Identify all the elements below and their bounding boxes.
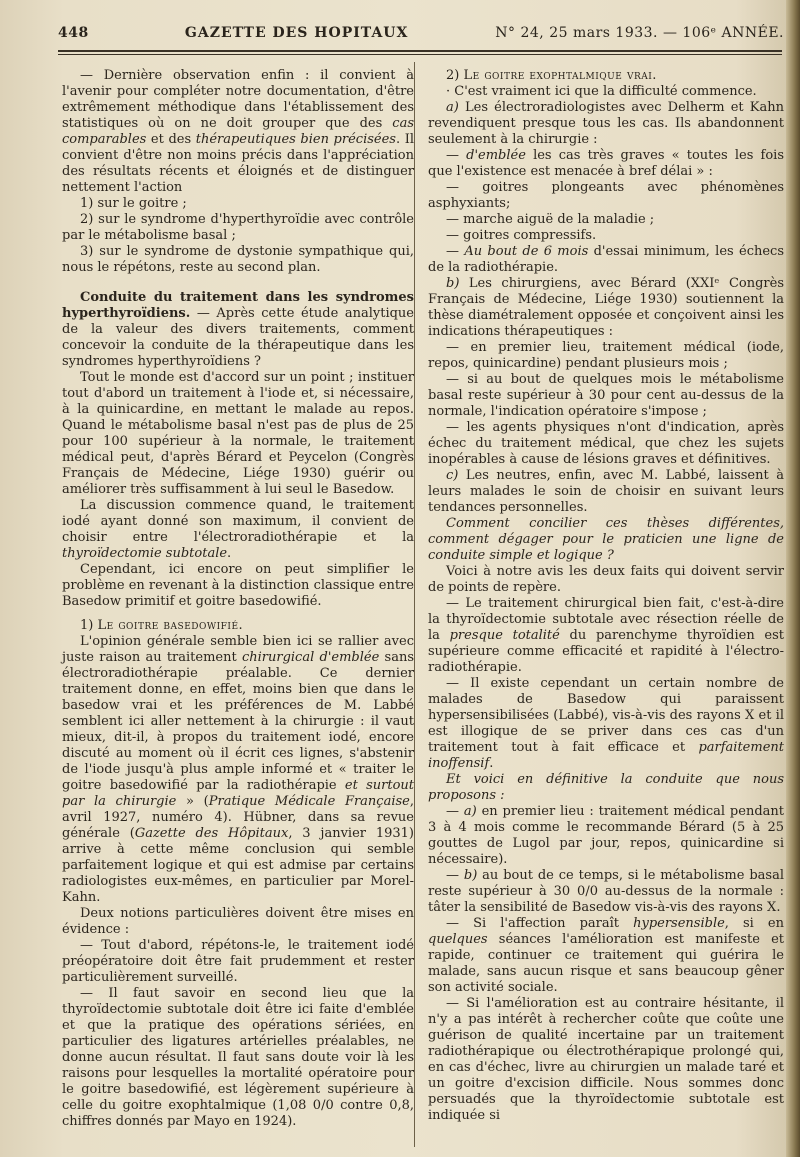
list-item: 1) sur le goitre ; (80, 196, 187, 211)
running-header (58, 20, 784, 46)
list-item: — goitres compressifs. (446, 228, 597, 243)
paragraph: Voici à notre avis les deux faits qui doivent servir de points de repère. (428, 564, 784, 595)
list-item: 3) sur le syndrome de dystonie sympathique qui, nous le répétons, reste au second plan. (62, 244, 414, 275)
paragraph: — Il faut savoir en second lieu que la thyroïdectomie subtotale doit être ici faite d'emblée et que la pratique des opérations sériées, en particulier des ligatures artérielles préalables, ne donne aucun résultat. Il faut sans doute voir là les raisons pour lesquelles la mortalité opératoire pour le goitre basedowifié, est légèrement supérieure à celle du goitre exophtalmique (1,08 0/0 contre 0,8, chiffres donnés par Mayo en 1924). (62, 986, 414, 1129)
paragraph: — Si l'affection paraît hypersensible, si en quelques séances l'amélioration est manifeste et rapide, continuer ce traitement qui guérira le malade, sans aucun risque et sans beaucoup gêner son activité sociale. (428, 916, 784, 995)
paragraph: · C'est vraiment ici que la difficulté commence. (446, 84, 757, 99)
subsection-title: 1) Le goitre basedowifié. (80, 618, 244, 633)
list-item: — Au bout de 6 mois d'essai minimum, les échecs de la radiothérapie. (428, 244, 784, 275)
list-item: 2) sur le syndrome d'hyperthyroïdie avec contrôle par le métabolisme basal ; (62, 212, 414, 243)
page-number: 448 (58, 25, 89, 41)
section-heading: Conduite du traitement dans les syndromes hyperthyroïdiens. — Après cette étude analytique de la valeur des divers traitements, comment concevoir la conduite de la thérapeutique dans les syndromes hyperthyroïdiens ? (62, 290, 414, 369)
header-rule (58, 50, 782, 52)
paragraph: Deux notions particulières doivent être mises en évidence : (62, 906, 414, 937)
paragraph: Et voici en définitive la conduite que nous proposons : (428, 772, 784, 803)
list-item: — a) en premier lieu : traitement médical pendant 3 à 4 mois comme le recommande Bérard (5 à 25 gouttes de Lugol par jour, repos, quinicardine si nécessaire). (428, 804, 784, 867)
column-divider (414, 62, 415, 1147)
list-item: — si au bout de quelques mois le métabolisme basal reste supérieur à 30 pour cent au-dessus de la normale, l'indication opératoire s'impose ; (428, 372, 784, 419)
list-item: — goitres plongeants avec phénomènes asphyxiants; (428, 180, 784, 211)
paragraph: — Si l'amélioration est au contraire hésitante, il n'y a pas intérêt à rechercher coûte que coûte une guérison de qualité incertaine par un traitement radiothérapique ou électrothérapique prolongé qui, en cas d'échec, livre au chirurgien un malade taré et un goitre d'excision difficile. Nous sommes donc persuadés que la thyroïdectomie subtotale est indiquée si (428, 996, 784, 1123)
paragraph: Cependant, ici encore on peut simplifier le problème en revenant à la distinction classique entre Basedow primitif et goitre basedowifié. (62, 562, 414, 609)
page-edge (786, 0, 800, 1157)
journal-title: GAZETTE DES HOPITAUX (184, 25, 409, 41)
paragraph: L'opinion générale semble bien ici se rallier avec juste raison au traitement chirurgical d'emblée sans électroradiothérapie préalable. Ce dernier traitement donne, en effet, moins bien que dans le basedow vrai et les préférences de M. Labbé semblent ici aller nettement à la chirurgie : il vaut mieux, dit-il, à propos du traitement iodé, encore discuté au moment où il écrit ces lignes, s'abstenir de l'iode jusqu'à plus ample informé et « traiter le goitre basedowifié par la radiothérapie et surtout par la chirurgie » (Pratique Médicale Française, avril 1927, numéro 4). Hübner, dans sa revue générale (Gazette des Hôpitaux, 3 janvier 1931) arrive à cette même conclusion qui semble parfaitement logique et qui est admise par certains radiologistes eux-mêmes, en particulier par Morel-Kahn. (62, 634, 414, 905)
paragraph: b) Les chirurgiens, avec Bérard (XXIᵉ Congrès Français de Médecine, Liége 1930) soutiennent la thèse diamétralement opposée et conçoivent ainsi les indications thérapeutiques : (428, 276, 784, 339)
list-item: — en premier lieu, traitement médical (iode, repos, quinicardine) pendant plusieurs mois ; (428, 340, 784, 371)
paragraph: c) Les neutres, enfin, avec M. Labbé, laissent à leurs malades le soin de choisir en suivant leurs tendances personnelles. (428, 468, 784, 515)
header-rule-thin (58, 54, 782, 55)
list-item: — marche aiguë de la maladie ; (446, 212, 655, 227)
paragraph: — Le traitement chirurgical bien fait, c'est-à-dire la thyroïdectomie subtotale avec résection réelle de la presque totalité du parenchyme thyroïdien est supérieure comme efficacité et rapidité à l'électro-radiothérapie. (428, 596, 784, 675)
paragraph: — Dernière observation enfin : il convient à l'avenir pour compléter notre documentation, d'être extrêmement méthodique dans l'établissement des statistiques où on ne doit grouper que des cas comparables et des thérapeutiques bien précisées. Il convient d'être non moins précis dans l'appréciation des résultats récents et éloignés et de distinguer nettement l'action (62, 68, 414, 195)
issue-info: N° 24, 25 mars 1933. — 106ᵉ ANNÉE. (495, 25, 784, 41)
paragraph: Comment concilier ces thèses différentes, comment dégager pour le praticien une ligne de conduite simple et logique ? (428, 516, 784, 563)
right-column (428, 68, 784, 1124)
list-item: — les agents physiques n'ont d'indication, après échec du traitement médical, que chez les sujets inopérables à cause de lésions graves et définitives. (428, 420, 784, 467)
paragraph: a) Les électroradiologistes avec Delherm et Kahn revendiquent presque tous les cas. Ils abandonnent seulement à la chirurgie : (428, 100, 784, 147)
paragraph: — Tout d'abord, répétons-le, le traitement iodé préopératoire doit être fait prudemment et rester particulièrement surveillé. (62, 938, 414, 985)
paragraph: La discussion commence quand, le traitement iodé ayant donné son maximum, il convient de choisir entre l'électroradiothérapie et la thyroïdectomie subtotale. (62, 498, 414, 561)
left-column (62, 68, 414, 1130)
list-item: — d'emblée les cas très graves « toutes les fois que l'existence est menacée à bref délai » : (428, 148, 784, 179)
paragraph: — Il existe cependant un certain nombre de malades de Basedow qui paraissent hypersensibilisées (Labbé), vis-à-vis des rayons X et il est illogique de se priver dans ces cas d'un traitement tout à fait efficace et parfaitement inoffensif. (428, 676, 784, 771)
subsection-title: 2) Le goitre exophtalmique vrai. (446, 68, 657, 83)
list-item: — b) au bout de ce temps, si le métabolisme basal reste supérieur à 30 0/0 au-dessus de la normale : tâter la sensibilité de Basedow vis-à-vis des rayons X. (428, 868, 784, 915)
paragraph: Tout le monde est d'accord sur un point ; instituer tout d'abord un traitement à l'iode et, si nécessaire, à la quinicardine, en mettant le malade au repos. Quand le métabolisme basal n'est pas de plus de 25 pour 100 supérieur à la normale, le traitement médical peut, d'après Bérard et Peycelon (Congrès Français de Médecine, Liége 1930) guérir ou améliorer très suffisamment à lui seul le Basedow. (62, 370, 414, 497)
